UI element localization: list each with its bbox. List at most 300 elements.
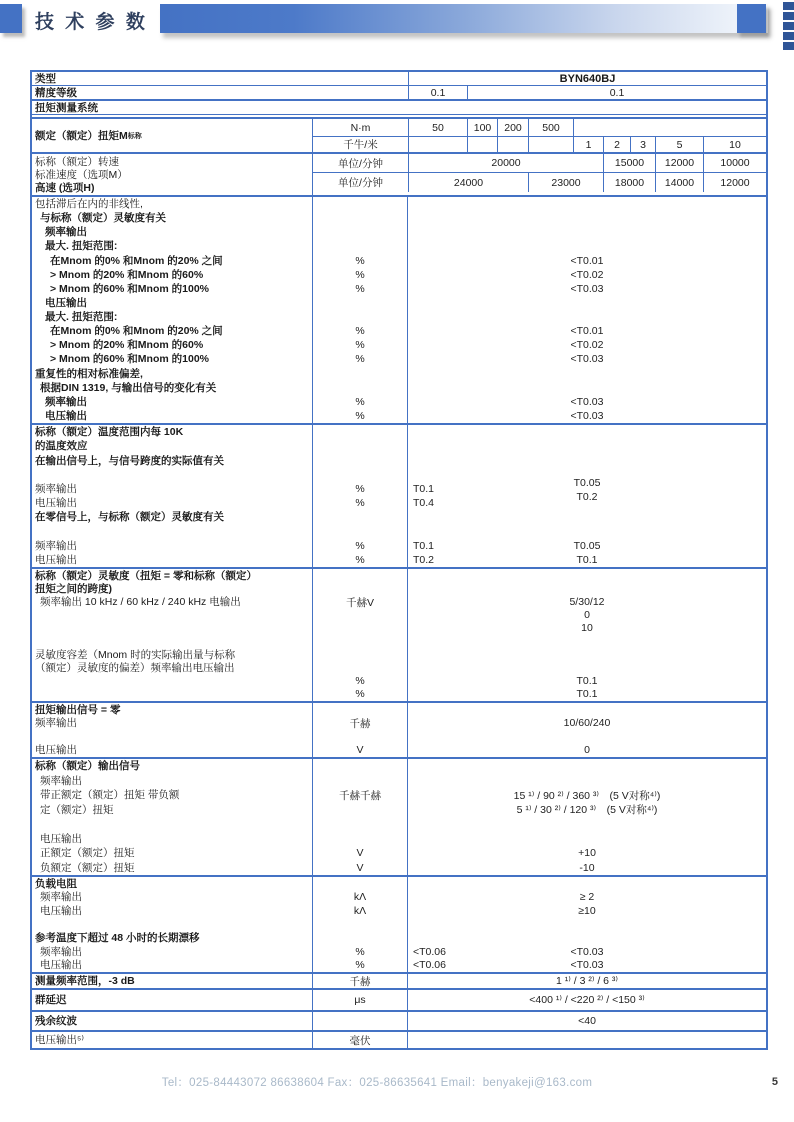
spec-row xyxy=(32,648,766,661)
row-unit: % xyxy=(313,675,408,688)
spec-row xyxy=(32,510,766,524)
row-unit xyxy=(313,425,408,439)
row-unit xyxy=(313,239,408,253)
row-unit: V xyxy=(313,861,408,876)
type-value: BYN640BJ xyxy=(408,72,766,85)
spec-row xyxy=(32,268,766,282)
row-value-cell xyxy=(408,877,766,891)
row-unit xyxy=(313,367,408,381)
row-unit: % xyxy=(313,338,408,352)
row-unit: % xyxy=(313,482,408,496)
row-value-cell xyxy=(408,254,766,268)
row-label xyxy=(32,524,313,538)
header-gradient-bar xyxy=(160,4,768,33)
spec-row xyxy=(32,211,766,225)
row-label: 标称（额定）输出信号 xyxy=(32,759,313,774)
torque-knm-5: 5 xyxy=(655,137,703,152)
row-left-value: T0.2 xyxy=(413,553,435,566)
row-label: 频率输出 xyxy=(32,891,313,905)
row-label: > Mnom 的20% 和Mnom 的60% xyxy=(32,268,313,282)
row-unit xyxy=(313,648,408,661)
section-nonlinearity xyxy=(32,197,766,423)
torque-knm-3: 3 xyxy=(630,137,655,152)
row-value-cell xyxy=(408,491,766,510)
row-label: 包括滞后在内的非线性, xyxy=(32,197,313,211)
torque-nm-row xyxy=(313,119,766,137)
row-center-value: T0.1 xyxy=(576,553,598,566)
spec-row xyxy=(32,717,766,731)
ripple-unit xyxy=(313,1012,408,1030)
row-unit: % xyxy=(313,539,408,553)
row-value-cell xyxy=(408,395,766,409)
row-label: 负额定（额定）扭矩 xyxy=(32,861,313,876)
row-label: 频率输出 xyxy=(32,482,313,496)
row-value-cell xyxy=(408,569,766,582)
row-label: 频率输出 xyxy=(32,395,313,409)
row-unit xyxy=(313,774,408,789)
row-unit: V xyxy=(313,744,408,758)
spec-row xyxy=(32,774,766,789)
page-title: 技 术 参 数 xyxy=(35,12,148,33)
row-label: 电压输出 xyxy=(32,832,313,847)
spec-row xyxy=(32,675,766,688)
row-label: 电压输出 xyxy=(32,553,313,567)
row-unit: % xyxy=(313,324,408,338)
speed-high-14000: 14000 xyxy=(655,173,703,192)
row-label: 频率输出 xyxy=(32,717,313,731)
spec-row xyxy=(32,352,766,366)
row-label xyxy=(32,622,313,635)
torque-unit-nm: N·m xyxy=(350,121,371,134)
row-accuracy xyxy=(32,86,766,101)
row-unit: % xyxy=(313,958,408,972)
spec-row xyxy=(32,338,766,352)
row-value-cell xyxy=(408,324,766,338)
row-value-cell xyxy=(408,268,766,282)
speed-high-18000: 18000 xyxy=(603,173,655,192)
volt5-label: 电压输出⁵⁾ xyxy=(32,1032,313,1048)
row-label: 频率输出 xyxy=(32,539,313,553)
ripple-value: <40 xyxy=(578,1015,596,1027)
row-label: 电压输出 xyxy=(32,409,313,423)
row-center-value: <T0.03 xyxy=(570,959,604,972)
cell-empty xyxy=(497,137,528,152)
spec-row xyxy=(32,239,766,253)
row-label: 在输出信号上，与信号跨度的实际值有关 xyxy=(32,453,313,467)
row-value-cell xyxy=(408,409,766,423)
row-center-value: 0 xyxy=(584,744,590,757)
spec-row xyxy=(32,491,766,510)
row-value-cell xyxy=(408,958,766,972)
row-center-value: 5 ¹⁾ / 30 ²⁾ / 120 ³⁾ (5 V对称⁴⁾) xyxy=(516,804,658,817)
row-label: 电压输出 xyxy=(32,958,313,972)
row-value-cell xyxy=(408,197,766,211)
spec-row xyxy=(32,296,766,310)
spec-row xyxy=(32,476,766,496)
speed-label-line3: 高速 (选项H) xyxy=(35,182,95,194)
row-value-cell xyxy=(408,688,766,701)
row-value-cell xyxy=(408,622,766,635)
cell-empty xyxy=(573,119,766,136)
row-center-value: <T0.03 xyxy=(570,353,604,366)
torque-nm-200: 200 xyxy=(497,119,528,136)
accuracy-value-left: 0.1 xyxy=(408,86,467,99)
speed-std-15000: 15000 xyxy=(603,154,655,172)
row-value-cell xyxy=(408,582,766,595)
ripple-label: 残余纹波 xyxy=(32,1012,313,1030)
row-value-cell xyxy=(408,609,766,622)
accuracy-value-right: 0.1 xyxy=(467,86,766,99)
row-center-value: +10 xyxy=(578,847,596,860)
row-unit xyxy=(313,661,408,674)
row-value-cell xyxy=(408,310,766,324)
row-value-cell xyxy=(408,510,766,524)
row-unit xyxy=(313,510,408,524)
speed-std-20000: 20000 xyxy=(408,154,603,172)
speed-label-line2: 标准速度（选项M） xyxy=(35,169,128,181)
torque-nm-100: 100 xyxy=(467,119,497,136)
speed-high-12000: 12000 xyxy=(703,173,766,192)
cell-empty xyxy=(528,137,573,152)
row-label: > Mnom 的20% 和Mnom 的60% xyxy=(32,338,313,352)
speed-high-row xyxy=(313,173,766,192)
row-label xyxy=(32,635,313,648)
spec-row xyxy=(32,409,766,423)
row-type xyxy=(32,72,766,86)
section-nominal-output xyxy=(32,757,766,875)
speed-std-10000: 10000 xyxy=(703,154,766,172)
spec-row xyxy=(32,958,766,972)
spec-row xyxy=(32,197,766,211)
row-label xyxy=(32,468,313,482)
torque-unit-knm: 千牛/米 xyxy=(343,139,378,151)
row-value-cell xyxy=(408,918,766,932)
row-label: > Mnom 的60% 和Mnom 的100% xyxy=(32,352,313,366)
row-unit xyxy=(313,310,408,324)
row-left-value: <T0.06 xyxy=(413,945,446,958)
row-label: 带正额定（额定）扭矩 带负额 xyxy=(32,788,313,803)
row-value-cell xyxy=(408,635,766,648)
group-delay-label: 群延迟 xyxy=(32,990,313,1010)
row-value-cell xyxy=(408,904,766,918)
speed-label-line1: 标称（额定）转速 xyxy=(35,156,119,168)
row-unit: % xyxy=(313,254,408,268)
cell-empty xyxy=(408,137,467,152)
row-label: 频率输出 xyxy=(32,945,313,959)
row-value-cell xyxy=(408,648,766,661)
row-label: 最大. 扭矩范围: xyxy=(32,239,313,253)
spec-row xyxy=(32,425,766,439)
edge-block xyxy=(783,42,794,50)
edge-block xyxy=(783,22,794,30)
row-value-cell xyxy=(408,453,766,467)
section-sensitivity xyxy=(32,567,766,701)
freq-range-label: 测量频率范围，-3 dB xyxy=(32,974,313,988)
row-unit: % xyxy=(313,268,408,282)
row-center-value: <T0.01 xyxy=(570,325,604,338)
row-value-cell xyxy=(408,774,766,789)
spec-row xyxy=(32,788,766,803)
row-value-cell xyxy=(408,282,766,296)
row-value-cell xyxy=(408,675,766,688)
row-left-value: T0.1 xyxy=(413,539,435,552)
row-label: 标称（额定）灵敏度（扭矩 = 零和标称（额定） xyxy=(32,569,313,582)
row-unit: % xyxy=(313,688,408,701)
speed-std-12000: 12000 xyxy=(655,154,703,172)
spec-row xyxy=(32,744,766,758)
row-center-value: ≥ 2 xyxy=(579,891,595,904)
row-group-delay xyxy=(32,988,766,1010)
row-unit xyxy=(313,730,408,744)
torque-knm-row xyxy=(313,137,766,152)
section-temperature-effect xyxy=(32,423,766,567)
row-label: 电压输出 xyxy=(32,296,313,310)
spec-row xyxy=(32,395,766,409)
row-value-cell xyxy=(408,891,766,905)
header-right-square xyxy=(737,4,766,33)
spec-row xyxy=(32,609,766,622)
speed-high-23000: 23000 xyxy=(528,173,603,192)
row-unit xyxy=(313,759,408,774)
freq-range-unit: 千赫 xyxy=(313,974,408,988)
row-unit xyxy=(313,569,408,582)
row-value-cell xyxy=(408,817,766,832)
row-center-value: <T0.03 xyxy=(570,282,604,295)
row-value-cell xyxy=(408,861,766,876)
row-value-cell xyxy=(408,788,766,803)
edge-block xyxy=(783,32,794,40)
row-unit: kΛ xyxy=(313,891,408,905)
edge-block xyxy=(783,2,794,10)
row-value-cell xyxy=(408,225,766,239)
row-value-cell xyxy=(408,661,766,674)
row-unit: 千赫千赫 xyxy=(313,788,408,803)
spec-row xyxy=(32,832,766,847)
row-unit: 千赫V xyxy=(313,595,408,608)
row-center-value: <T0.03 xyxy=(570,409,604,422)
spec-row xyxy=(32,225,766,239)
row-label: 频率输出 10 kHz / 60 kHz / 240 kHz 电输出 xyxy=(32,595,313,608)
spec-row xyxy=(32,254,766,268)
rated-torque-label-subscript: 标称 xyxy=(127,132,142,140)
type-label: 类型 xyxy=(35,73,56,85)
row-value-cell xyxy=(408,338,766,352)
row-left-value: T0.1 xyxy=(413,482,435,495)
row-unit xyxy=(313,524,408,538)
speed-standard-row xyxy=(313,154,766,173)
row-center-value: T0.05 xyxy=(573,476,601,489)
spec-row xyxy=(32,803,766,818)
row-value-cell xyxy=(408,296,766,310)
system-label: 扭矩测量系统 xyxy=(35,102,98,114)
rated-torque-label-text: 额定（额定）扭矩M xyxy=(35,130,128,142)
row-label: 根据DIN 1319, 与输出信号的变化有关 xyxy=(32,381,313,395)
row-unit xyxy=(313,439,408,453)
row-value-cell xyxy=(408,717,766,731)
torque-nm-500: 500 xyxy=(528,119,573,136)
row-label: 电压输出 xyxy=(32,904,313,918)
row-label: 电压输出 xyxy=(32,744,313,758)
torque-knm-2: 2 xyxy=(603,137,630,152)
row-value-cell xyxy=(408,595,766,608)
row-label: 的温度效应 xyxy=(32,439,313,453)
row-value-cell xyxy=(408,803,766,818)
page-edge-blocks xyxy=(783,2,794,52)
row-unit: V xyxy=(313,846,408,861)
row-freq-range xyxy=(32,972,766,988)
row-unit xyxy=(313,832,408,847)
accuracy-label: 精度等级 xyxy=(35,87,77,99)
row-value-cell xyxy=(408,730,766,744)
row-unit xyxy=(313,197,408,211)
section-speed xyxy=(32,154,766,197)
row-label: 参考温度下超过 48 小时的长期漂移 xyxy=(32,931,313,945)
row-label: 在零信号上，与标称（额定）灵敏度有关 xyxy=(32,510,313,524)
row-value-cell xyxy=(408,759,766,774)
spec-row xyxy=(32,569,766,582)
row-value-cell xyxy=(408,744,766,758)
row-unit: % xyxy=(313,395,408,409)
spec-row xyxy=(32,877,766,891)
row-label: 正额定（额定）扭矩 xyxy=(32,846,313,861)
header-left-square xyxy=(0,4,22,33)
row-unit xyxy=(313,635,408,648)
spec-row xyxy=(32,310,766,324)
row-unit: % xyxy=(313,945,408,959)
row-center-value: <T0.03 xyxy=(570,945,604,958)
row-unit: % xyxy=(313,409,408,423)
spec-row xyxy=(32,931,766,945)
spec-row xyxy=(32,661,766,674)
section-rated-torque xyxy=(32,119,766,154)
edge-block xyxy=(783,12,794,20)
torque-nm-50: 50 xyxy=(408,119,467,136)
row-value-cell xyxy=(408,211,766,225)
spec-row xyxy=(32,524,766,538)
row-value-cell xyxy=(408,439,766,453)
speed-label xyxy=(32,154,313,195)
spec-row xyxy=(32,453,766,467)
spec-row xyxy=(32,582,766,595)
row-center-value: <T0.03 xyxy=(570,395,604,408)
row-center-value: T0.2 xyxy=(576,491,598,504)
row-unit xyxy=(313,622,408,635)
spec-row xyxy=(32,730,766,744)
row-label: 扭矩之间的跨度) xyxy=(32,582,313,595)
row-unit: 千赫 xyxy=(313,717,408,731)
row-label xyxy=(32,609,313,622)
row-unit xyxy=(313,453,408,467)
spec-row xyxy=(32,282,766,296)
section-zero-torque-signal xyxy=(32,701,766,757)
spec-table xyxy=(30,70,768,1050)
row-center-value: 15 ¹⁾ / 90 ²⁾ / 360 ³⁾ (5 V对称⁴⁾) xyxy=(513,789,661,802)
spec-row xyxy=(32,846,766,861)
spec-row xyxy=(32,891,766,905)
rated-torque-label xyxy=(32,119,313,152)
row-center-value: ≥10 xyxy=(578,904,596,917)
spec-row xyxy=(32,595,766,608)
row-value-cell xyxy=(408,539,766,553)
row-label: 频率输出 xyxy=(32,774,313,789)
row-center-value: <T0.02 xyxy=(570,268,604,281)
spec-row xyxy=(32,945,766,959)
spec-row xyxy=(32,367,766,381)
row-unit xyxy=(313,582,408,595)
row-label xyxy=(32,918,313,932)
row-value-cell xyxy=(408,352,766,366)
cell-empty xyxy=(467,137,497,152)
row-label: 定（额定）扭矩 xyxy=(32,803,313,818)
row-label: 重复性的相对标准偏差, xyxy=(32,367,313,381)
spec-row xyxy=(32,703,766,717)
speed-unit-high: 单位/分钟 xyxy=(338,177,383,189)
section-load-resistance xyxy=(32,875,766,972)
row-label xyxy=(32,688,313,701)
row-unit: % xyxy=(313,352,408,366)
row-value-cell xyxy=(408,381,766,395)
row-center-value: <T0.02 xyxy=(570,339,604,352)
spec-row xyxy=(32,904,766,918)
row-label xyxy=(32,817,313,832)
row-label: 电压输出 xyxy=(32,496,313,510)
row-center-value: T0.05 xyxy=(573,539,601,552)
torque-knm-1: 1 xyxy=(573,137,603,152)
row-value-cell xyxy=(408,425,766,439)
row-label: 在Mnom 的0% 和Mnom 的20% 之间 xyxy=(32,324,313,338)
row-unit xyxy=(313,468,408,482)
group-delay-value: <400 ¹⁾ / <220 ²⁾ / <150 ³⁾ xyxy=(529,994,645,1006)
row-label: 在Mnom 的0% 和Mnom 的20% 之间 xyxy=(32,254,313,268)
spec-row xyxy=(32,539,766,553)
group-delay-unit: μs xyxy=(313,990,408,1010)
row-label: 标称（额定）温度范围内每 10K xyxy=(32,425,313,439)
row-center-value: -10 xyxy=(579,861,595,874)
row-unit xyxy=(313,225,408,239)
spec-row xyxy=(32,635,766,648)
row-label xyxy=(32,730,313,744)
row-unit xyxy=(313,817,408,832)
row-unit: kΛ xyxy=(313,904,408,918)
row-label: 灵敏度容差（Mnom 时的实际输出量与标称 xyxy=(32,648,313,661)
row-value-cell xyxy=(408,524,766,538)
row-value-cell xyxy=(408,846,766,861)
row-center-value: T0.1 xyxy=(576,675,598,688)
row-unit: % xyxy=(313,282,408,296)
spec-row xyxy=(32,918,766,932)
spec-row xyxy=(32,759,766,774)
row-torque-system xyxy=(32,101,766,115)
row-value-cell xyxy=(408,239,766,253)
row-unit xyxy=(313,211,408,225)
row-center-value: <T0.01 xyxy=(570,254,604,267)
spec-row xyxy=(32,861,766,876)
spec-row xyxy=(32,439,766,453)
row-label: （额定）灵敏度的偏差）频率输出电压输出 xyxy=(32,661,313,674)
spec-row xyxy=(32,468,766,482)
volt5-value xyxy=(408,1032,766,1048)
row-left-value: <T0.06 xyxy=(413,959,446,972)
row-unit xyxy=(313,877,408,891)
row-unit xyxy=(313,803,408,818)
row-label: 与标称（额定）灵敏度有关 xyxy=(32,211,313,225)
footer-contact: Tel：025-84443072 86638604 Fax：025-86635641 Email：benyakeji@163.com xyxy=(161,1077,593,1089)
row-center-value: 10 xyxy=(581,622,593,635)
row-value-cell xyxy=(408,553,766,567)
row-value-cell xyxy=(408,367,766,381)
row-unit xyxy=(313,703,408,717)
row-unit xyxy=(313,609,408,622)
